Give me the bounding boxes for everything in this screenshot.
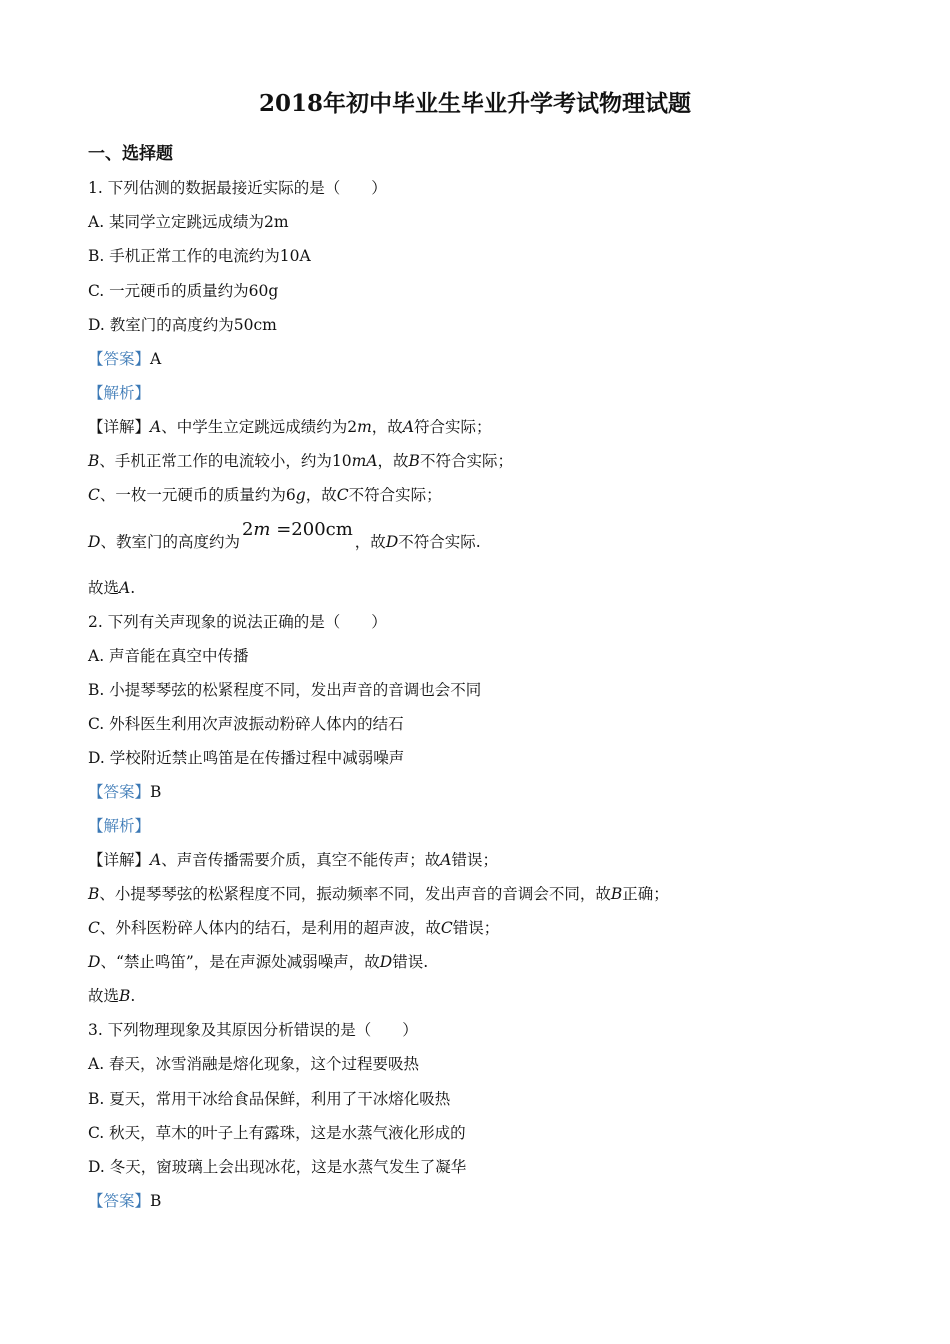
question-2-analysis-tag	[88, 814, 150, 838]
question-1-option-c: C. 一元硬币的质量约为60g	[88, 282, 279, 300]
section-heading: 一、选择题	[88, 144, 173, 164]
question-2-option-d: D. 学校附近禁止鸣笛是在传播过程中减弱噪声	[88, 749, 405, 767]
analysis-tag: 【解析】	[88, 384, 151, 402]
question-2-conclusion: 故选B.	[88, 987, 136, 1005]
question-1-conclusion: 故选A.	[88, 579, 136, 597]
question-2-option-a: A. 声音能在真空中传播	[88, 647, 249, 665]
question-3-option-c: C. 秋天，草木的叶子上有露珠，这是水蒸气液化形成的	[88, 1124, 466, 1142]
unit-conversion-formula: 2m =200cm	[241, 519, 353, 540]
question-2-answer	[88, 780, 161, 804]
question-1-detail-a: 【详解】A、中学生立定跳远成绩约为2m，故A符合实际；	[88, 418, 492, 436]
question-1-detail-b: B、手机正常工作的电流较小，约为10mA，故B不符合实际；	[88, 452, 513, 470]
question-2-detail-c: C、外科医粉碎人体内的结石，是利用的超声波，故C错误；	[88, 919, 500, 937]
question-2-option-b: B. 小提琴琴弦的松紧程度不同，发出声音的音调也会不同	[88, 681, 482, 699]
question-1-option-a: A. 某同学立定跳远成绩为2m	[88, 213, 289, 231]
question-2-stem: 2. 下列有关声现象的说法正确的是（ ）	[88, 613, 387, 631]
question-1-answer	[88, 347, 161, 371]
answer-tag: 【答案】	[88, 350, 151, 368]
question-1-option-b: B. 手机正常工作的电流约为10A	[88, 247, 311, 265]
answer-value: B	[150, 783, 162, 801]
detail-tag: 【详解】	[88, 851, 151, 869]
question-1-detail-d: D、教室门的高度约为2m =200cm，故D不符合实际.	[88, 519, 481, 551]
question-3-option-b: B. 夏天，常用干冰给食品保鲜，利用了干冰熔化吸热	[88, 1090, 451, 1108]
question-2-option-c: C. 外科医生利用次声波振动粉碎人体内的结石	[88, 715, 404, 733]
question-1-analysis-tag	[88, 381, 150, 405]
question-1-stem: 1. 下列估测的数据最接近实际的是（ ）	[88, 179, 387, 197]
question-3-answer	[88, 1189, 161, 1213]
answer-value: A	[150, 350, 162, 368]
document-title: 2018年初中毕业生毕业升学考试物理试题	[258, 90, 691, 117]
question-3-stem: 3. 下列物理现象及其原因分析错误的是（ ）	[88, 1021, 418, 1039]
question-2-detail-b: B、小提琴琴弦的松紧程度不同，振动频率不同，发出声音的音调会不同，故B正确；	[88, 885, 669, 903]
question-1-detail-c: C、一枚一元硬币的质量约为6g，故C不符合实际；	[88, 486, 442, 504]
question-2-detail-d: D、“禁止鸣笛”，是在声源处减弱噪声，故D错误.	[88, 953, 429, 971]
answer-value: B	[150, 1192, 162, 1210]
analysis-tag: 【解析】	[88, 817, 151, 835]
detail-tag: 【详解】	[88, 418, 151, 436]
answer-tag: 【答案】	[88, 783, 151, 801]
question-2-detail-a: 【详解】A、声音传播需要介质，真空不能传声；故A错误；	[88, 851, 498, 869]
question-3-option-d: D. 冬天，窗玻璃上会出现冰花，这是水蒸气发生了凝华	[88, 1158, 467, 1176]
question-3-option-a: A. 春天，冰雪消融是熔化现象，这个过程要吸热	[88, 1055, 420, 1073]
answer-tag: 【答案】	[88, 1192, 151, 1210]
question-1-option-d: D. 教室门的高度约为50cm	[88, 316, 277, 334]
